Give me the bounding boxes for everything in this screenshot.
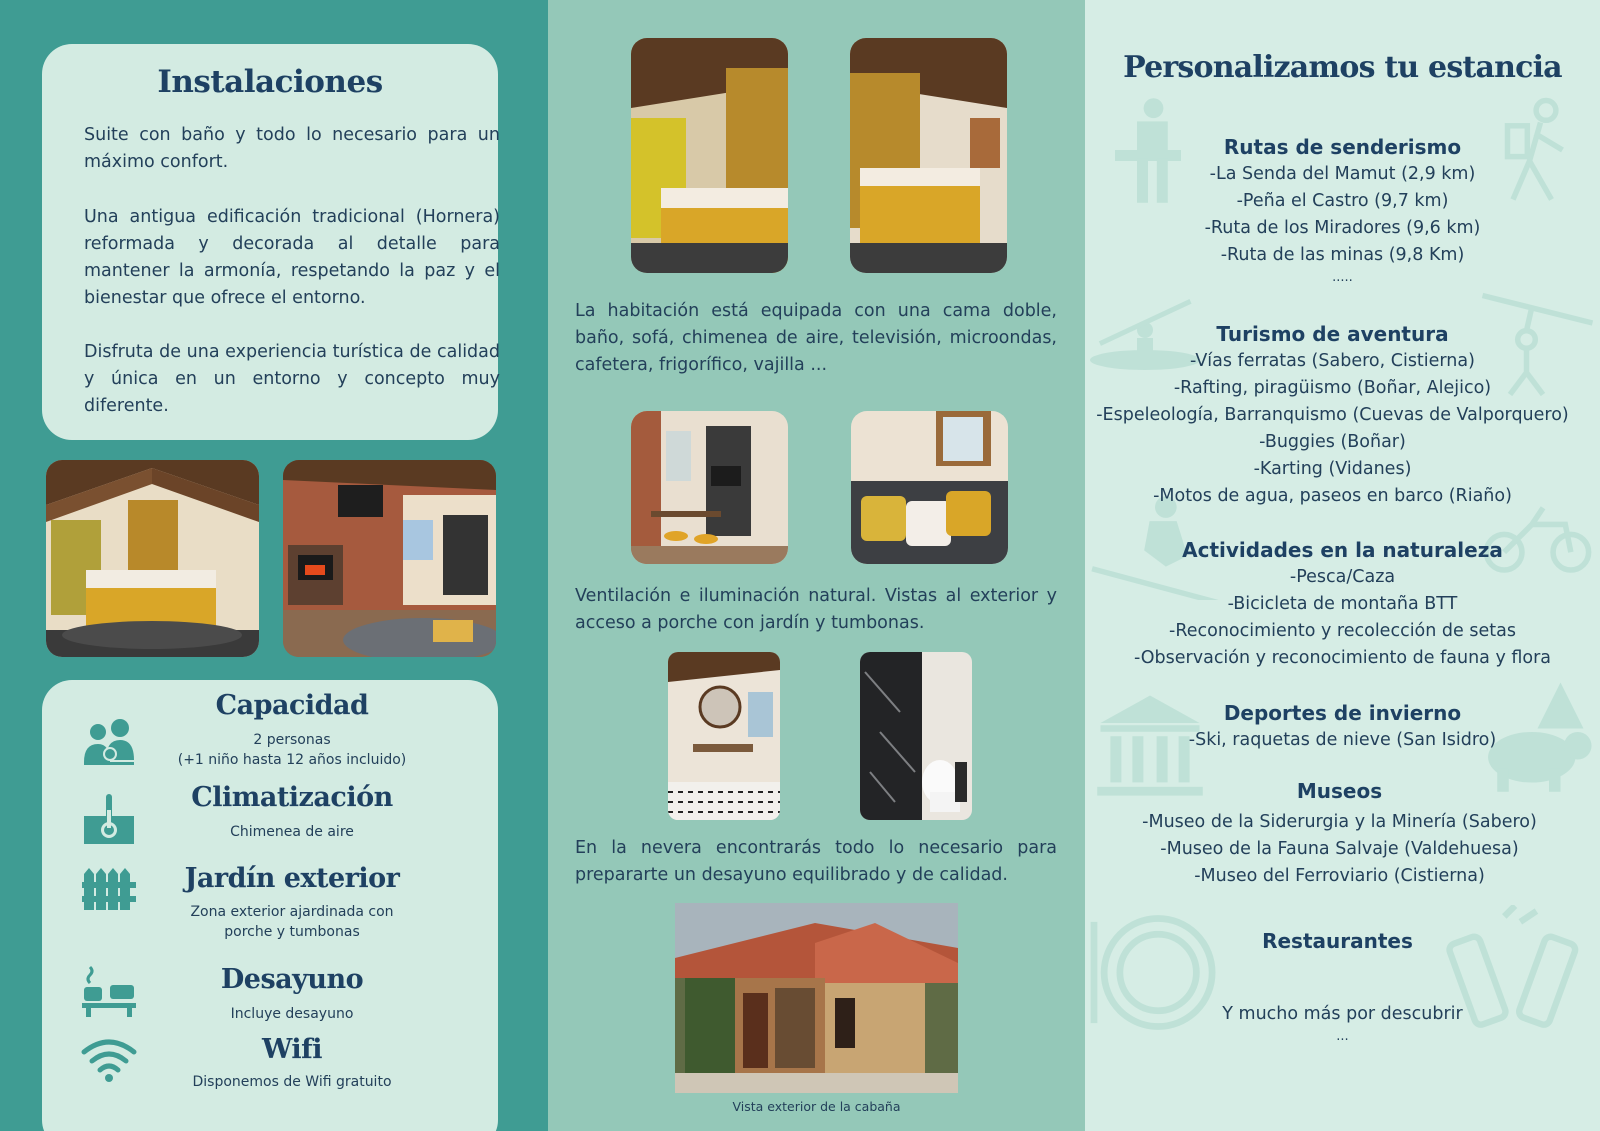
museums-section xyxy=(1085,777,1597,890)
section-item: -Museo de la Siderurgia y la Minería (Sabero) xyxy=(1142,812,1537,832)
middle-panel xyxy=(548,0,1085,1131)
section-item: -Ruta de los Miradores (9,6 km) xyxy=(1204,218,1481,238)
section-item: ..... xyxy=(1332,270,1353,285)
living-room-photo xyxy=(283,460,496,657)
fridge-description: En la nevera encontrarás todo lo necesario para prepararte un desayuno equilibrado y de calidad. xyxy=(575,838,1057,885)
section-item: -Museo de la Fauna Salvaje (Valdehuesa) xyxy=(1160,839,1519,859)
sofa-photo xyxy=(851,411,1008,564)
installations-title: Instalaciones xyxy=(157,64,383,100)
closing-text: Y mucho más por descubrir xyxy=(1222,1004,1463,1024)
section-heading: Actividades en la naturaleza xyxy=(1182,538,1503,562)
section-item: -Buggies (Boñar) xyxy=(1259,432,1406,452)
section-item: -Rafting, piragüismo (Boñar, Alejico) xyxy=(1173,378,1492,398)
section-item: -Museo del Ferroviario (Cistierna) xyxy=(1194,866,1485,886)
section-item: -Reconocimiento y recolección de setas xyxy=(1169,621,1516,641)
right-panel xyxy=(1085,0,1600,1131)
room-description: La habitación está equipada con una cama doble, baño, sofá, chimenea de aire, televisión, microondas, cafetera, frigorífico, vajilla ... xyxy=(575,301,1057,375)
section-item: -Motos de agua, paseos en barco (Riaño) xyxy=(1153,486,1512,506)
closing-dots: ... xyxy=(1336,1029,1349,1044)
feature-title: Capacidad xyxy=(215,690,369,721)
breakfast-icon xyxy=(80,963,138,1021)
feature-desc: 2 personas xyxy=(253,732,331,748)
installations-paragraph: Disfruta de una experiencia turística de calidad y única en un entorno y concepto muy diferente. xyxy=(84,342,500,416)
section-heading: Rutas de senderismo xyxy=(1223,135,1462,159)
hiking-section xyxy=(1085,133,1600,287)
wifi-icon xyxy=(80,1030,138,1088)
section-item: -Bicicleta de montaña BTT xyxy=(1227,594,1458,614)
feature-title: Wifi xyxy=(262,1034,322,1065)
section-item: -La Senda del Mamut (2,9 km) xyxy=(1209,164,1476,184)
fence-icon xyxy=(80,860,138,918)
section-item: -Observación y reconocimiento de fauna y flora xyxy=(1133,648,1552,668)
bedroom-photo xyxy=(631,38,788,273)
section-heading: Turismo de aventura xyxy=(1216,322,1449,346)
closing xyxy=(1085,1001,1600,1046)
section-heading: Deportes de invierno xyxy=(1223,701,1462,725)
installations-card xyxy=(42,44,498,440)
feature-desc: Disponemos de Wifi gratuito xyxy=(192,1074,392,1090)
installations-paragraph: Suite con baño y todo lo necesario para un máximo confort. xyxy=(84,125,500,172)
feature-title: Climatización xyxy=(191,782,393,813)
installations-paragraph: Una antigua edificación tradicional (Hornera) reformada y decorada al detalle para mantener la armonía, respetando la paz y el bienestar que ofrece el entorno. xyxy=(84,207,500,308)
section-item: -Vías ferratas (Sabero, Cistierna) xyxy=(1190,351,1475,371)
kitchen-photo xyxy=(631,411,788,564)
section-item: -Espeleología, Barranquismo (Cuevas de Valporquero) xyxy=(1096,405,1569,425)
left-panel xyxy=(0,0,548,1131)
feature-desc: Chimenea de aire xyxy=(230,824,354,840)
bedroom-photo xyxy=(46,460,259,657)
feature-title: Jardín exterior xyxy=(184,863,400,894)
nature-section xyxy=(1085,536,1600,672)
section-heading: Museos xyxy=(1296,779,1383,803)
shower-photo xyxy=(860,652,972,820)
thermometer-icon xyxy=(80,790,138,848)
feature-desc: Incluye desayuno xyxy=(230,1006,354,1022)
features-card xyxy=(42,680,498,1131)
right-title: Personalizamos tu estancia xyxy=(1123,50,1562,85)
section-item: -Pesca/Caza xyxy=(1289,567,1396,587)
cabin-exterior-photo xyxy=(675,903,958,1093)
feature-desc: porche y tumbonas xyxy=(224,924,360,940)
bathroom-photo xyxy=(668,652,780,820)
winter-sports-section xyxy=(1085,699,1600,754)
ventilation-description: Ventilación e iluminación natural. Vistas al exterior y acceso a porche con jardín y tumbonas. xyxy=(575,586,1057,633)
feature-desc: Zona exterior ajardinada con xyxy=(190,904,394,920)
section-heading: Restaurantes xyxy=(1262,929,1413,953)
adventure-section xyxy=(1085,320,1590,510)
cabin-caption: Vista exterior de la cabaña xyxy=(732,1099,901,1114)
bedroom-photo xyxy=(850,38,1007,273)
restaurants-section xyxy=(1085,927,1595,955)
section-item: -Peña el Castro (9,7 km) xyxy=(1236,191,1449,211)
feature-desc: (+1 niño hasta 12 años incluido) xyxy=(177,752,407,768)
section-item: -Ruta de las minas (9,8 Km) xyxy=(1220,245,1465,265)
people-icon xyxy=(80,716,138,774)
section-item: -Ski, raquetas de nieve (San Isidro) xyxy=(1188,730,1497,750)
feature-title: Desayuno xyxy=(220,964,364,995)
section-item: -Karting (Vidanes) xyxy=(1253,459,1412,479)
